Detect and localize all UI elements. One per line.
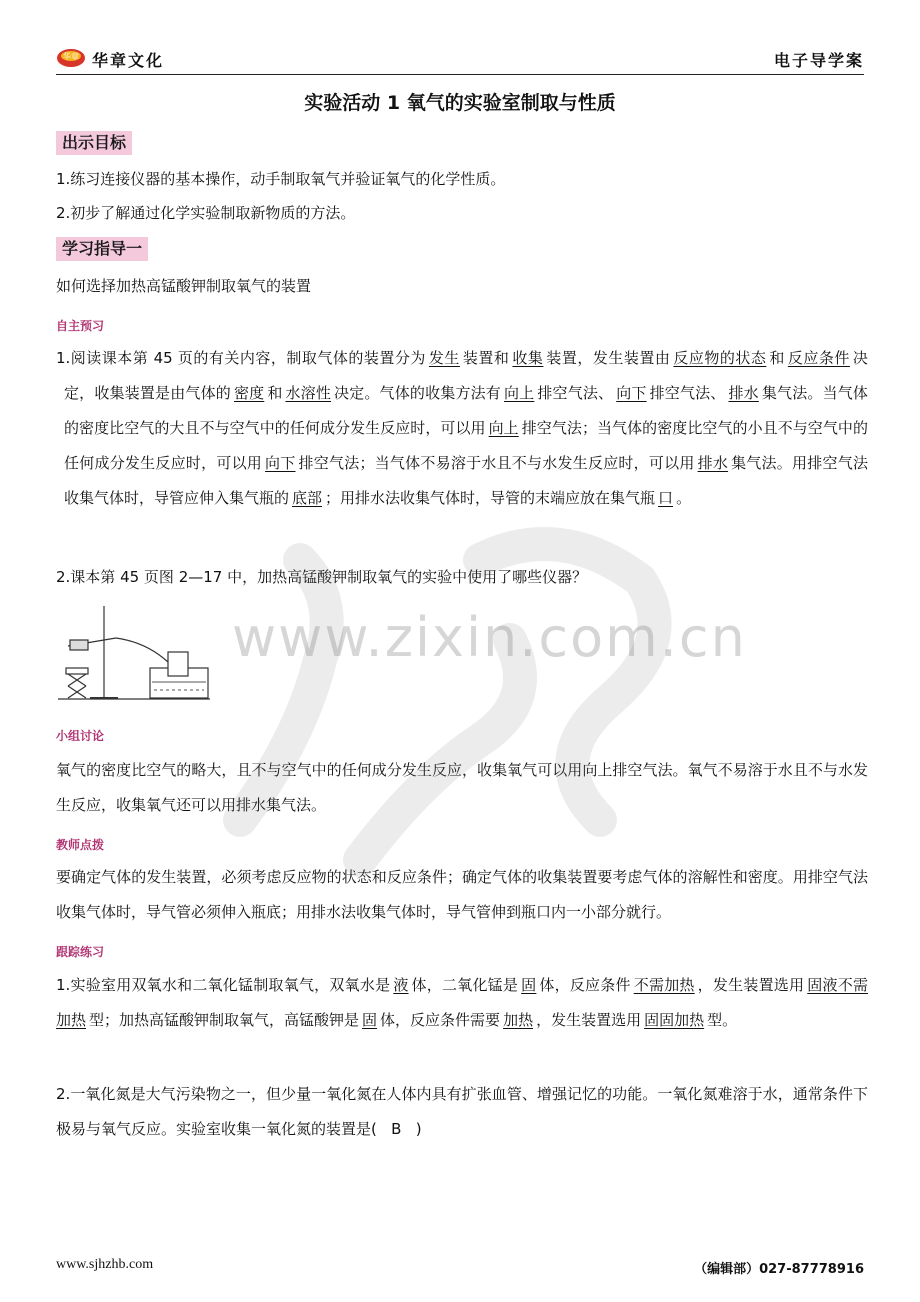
answer-blank: 反应条件 — [787, 349, 850, 367]
tag-practice: 跟踪练习 — [56, 945, 105, 959]
footer-website: www.sjhzhb.com — [56, 1257, 154, 1272]
answer-blank: 口 — [658, 489, 674, 507]
practice-1: 1.实验室用双氧水和二氧化锰制取氧气，双氧水是 液 体，二氧化锰是 固 体，反应条件 不需加热 ，发生装置选用 固液不需加热 型；加热高锰酸钾制取氧气，高锰酸钾是 固 体，反应条件需要 加热 ，发生装置选用 固固加热 型。 — [56, 976, 868, 1029]
teacher-tip-text: 要确定气体的发生装置，必须考虑反应物的状态和反应条件；确定气体的收集装置要考虑气体的溶解性和密度。用排空气法收集气体时，导气管必须伸入瓶底；用排水法收集气体时，导气管伸到瓶口内一小部分就行。 — [56, 868, 868, 921]
answer-blank: 水溶性 — [285, 384, 332, 402]
tag-self-preview: 自主预习 — [56, 319, 105, 333]
answer-blank: 不需加热 — [633, 976, 695, 994]
answer-blank: 加热 — [503, 1011, 534, 1029]
apparatus-diagram — [56, 602, 214, 702]
answer-blank: 固 — [362, 1011, 378, 1029]
answer-blank: 向上 — [488, 419, 519, 437]
question-2: 2.课本第 45 页图 2—17 中，加热高锰酸钾制取氧气的实验中使用了哪些仪器？ — [56, 568, 588, 586]
section-label-guide-1: 学习指导一 — [56, 237, 148, 261]
page-header — [56, 44, 864, 75]
answer-blank: 向上 — [503, 384, 535, 402]
answer-blank: 排水 — [728, 384, 759, 402]
goal-item-2: 2.初步了解通过化学实验制取新物质的方法。 — [56, 204, 356, 222]
answer-blank: 向下 — [265, 454, 296, 472]
answer-blank: 收集 — [512, 349, 544, 367]
answer-blank: 固 — [521, 976, 537, 994]
brand-logo-icon — [56, 46, 86, 68]
answer-blank: 向下 — [616, 384, 647, 402]
answer-blank: 固液不需加热 — [56, 976, 868, 1029]
answer-blank: 底部 — [292, 489, 323, 507]
guide-intro: 如何选择加热高锰酸钾制取氧气的装置 — [56, 277, 312, 295]
footer-phone: （编辑部）027-87778916 — [694, 1262, 864, 1277]
answer-blank: 发生 — [428, 349, 460, 367]
practice-2-answer: B — [391, 1120, 402, 1138]
answer-blank: 密度 — [233, 384, 265, 402]
answer-blank: 反应物的状态 — [673, 349, 767, 367]
page-title: 实验活动 1 氧气的实验室制取与性质 — [304, 92, 616, 114]
answer-blank: 排水 — [697, 454, 729, 472]
section-label-goals: 出示目标 — [56, 131, 132, 155]
goal-item-1: 1.练习连接仪器的基本操作，动手制取氧气并验证氧气的化学性质。 — [56, 170, 506, 188]
svg-text:华章: 华章 — [63, 52, 79, 61]
header-doc-type: 电子导学案 — [773, 51, 864, 70]
watermark-text: www.zixin.com.cn — [232, 606, 747, 669]
practice-2: 2.一氧化氮是大气污染物之一，但少量一氧化氮在人体内具有扩张血管、增强记忆的功能。一氧化氮难溶于水，通常条件下极易与氧气反应。实验室收集一氧化氮的装置是( B ) — [56, 1085, 868, 1138]
discussion-text: 氧气的密度比空气的略大，且不与空气中的任何成分发生反应，收集氧气可以用向上排空气法。氧气不易溶于水且不与水发生反应，收集氧气还可以用排水集气法。 — [56, 761, 868, 814]
brand-name: 华章文化 — [92, 51, 165, 70]
tag-group-discussion: 小组讨论 — [56, 729, 105, 743]
tag-teacher-tip: 教师点拨 — [56, 838, 105, 852]
question-1: 1.阅读课本第 45 页的有关内容，制取气体的装置分为 发生 装置和 收集 装置，发生装置由 反应物的状态 和 反应条件 决定，收集装置是由气体的 密度 和 水溶性 决定。气体的收集方法有 向上 排空气法、 向下 排空气法、 排水 集气法。当气体的密度比空气的大且不与空气中的任何成分发生反应时，可以用 向上 排空气法；当气体的密度比空气的小且不与空气中的任何成分发生反应时，可以用 向下 排空气法；当气体不易溶于水且不与水发生反应时，可以用 排水 集气法。用排空气法收集气体时，导管应伸入集气瓶的 底部 ；用排水法收集气体时，导管的末端应放在集气瓶 口 。 — [56, 349, 868, 507]
answer-blank: 液 — [393, 976, 409, 994]
answer-blank: 固固加热 — [644, 1011, 705, 1029]
